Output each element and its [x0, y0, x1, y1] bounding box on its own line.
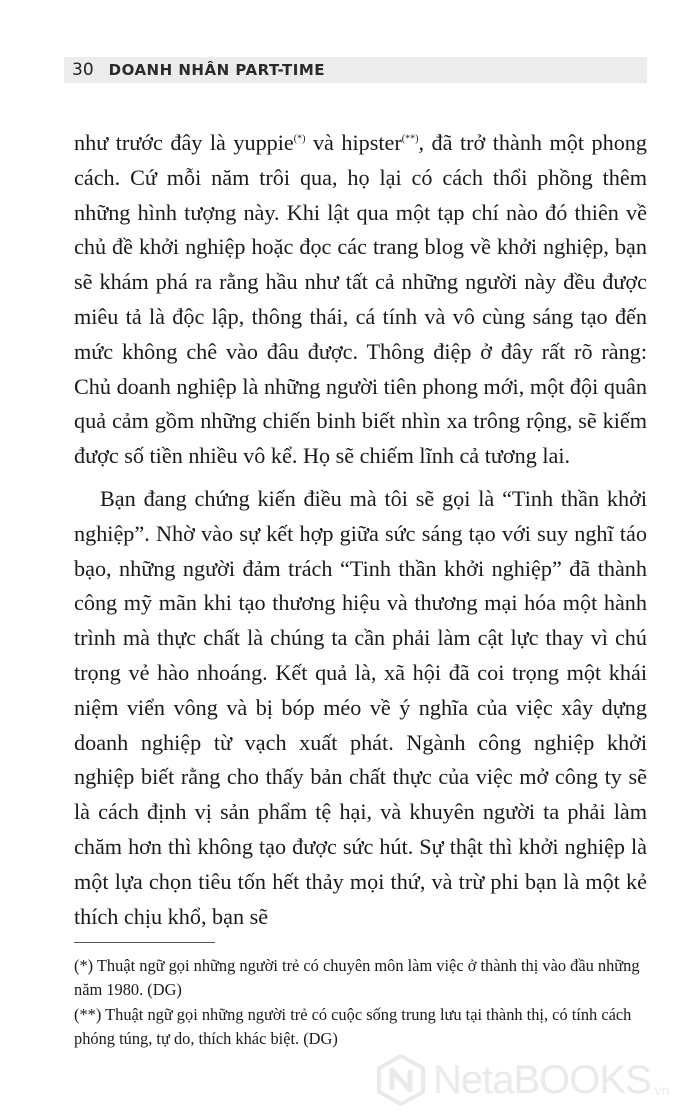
footnote-2: (**) Thuật ngữ gọi những người trẻ có cuộc sống trung lưu tại thành thị, có tính cách phóng túng, tự do, thích khác biệt. (DG) — [74, 1005, 632, 1048]
paragraph-1 — [74, 126, 647, 474]
footnote-ref-2: (**) — [401, 133, 419, 145]
paragraph-2: Bạn đang chứng kiến điều mà tôi sẽ gọi là “Tinh thần khởi nghiệp”. Nhờ vào sự kết hợp giữa sức sáng tạo với suy nghĩ táo bạo, những người đảm trách “Tinh thần khởi nghiệp” đã thành công mỹ mãn khi tạo thương hiệu và thương mại hóa một hành trình mà thực chất là chúng ta cần phải làm cật lực thay vì chú trọng vẻ hào nhoáng. Kết quả là, xã hội đã coi trọng một khái niệm viển vông và bị bóp méo về ý nghĩa của việc xây dựng doanh nghiệp từ vạch xuất phát. Ngành công nghiệp khởi nghiệp biết rằng cho thấy bản chất thực của việc mở công ty sẽ là cách định vị sản phẩm tệ hại, và khuyên người ta phải làm chăm hơn thì không tạo được sức hút. Sự thật thì khởi nghiệp là một lựa chọn tiêu tốn hết thảy mọi thứ, và trừ phi bạn là một kẻ thích chịu khổ, bạn sẽ — [74, 485, 647, 929]
footnote-ref-1: (*) — [293, 133, 306, 145]
page-number: 30 — [72, 60, 94, 80]
running-header — [64, 57, 647, 83]
body-text — [74, 126, 647, 934]
paragraph-1-middle: và hipster — [305, 130, 402, 155]
watermark-suffix: .vn — [650, 1082, 670, 1098]
netabooks-watermark — [375, 1052, 675, 1108]
book-title: DOANH NHÂN PART-TIME — [108, 61, 326, 79]
footnote-1: (*) Thuật ngữ gọi những người trẻ có chuyên môn làm việc ở thành thị vào đầu những năm 1980. (DG) — [74, 956, 640, 999]
footnote-divider — [74, 942, 215, 943]
watermark-brand: NetaBOOKS — [433, 1057, 651, 1102]
paragraph-1-end: , đã trở thành một phong cách. Cứ mỗi năm trôi qua, họ lại có cách thổi phồng thêm những hình tượng này. Khi lật qua một tạp chí nào đó thiên về chủ đề khởi nghiệp hoặc đọc các trang blog về khởi nghiệp, bạn sẽ khám phá ra rằng hầu như tất cả những người này đều được miêu tả là độc lập, thông thái, cá tính và vô cùng sáng tạo đến mức không chê vào đâu được. Thông điệp ở đây rất rõ ràng: Chủ doanh nghiệp là những người tiên phong mới, một đội quân quả cảm gồm những chiến binh biết nhìn xa trông rộng, sẽ kiếm được số tiền nhiều vô kể. Họ sẽ chiếm lĩnh cả tương lai. — [74, 130, 647, 469]
paragraph-1-start: như trước đây là yuppie — [74, 130, 294, 155]
netabooks-logo-icon — [375, 1054, 427, 1106]
footnotes — [74, 954, 647, 1052]
